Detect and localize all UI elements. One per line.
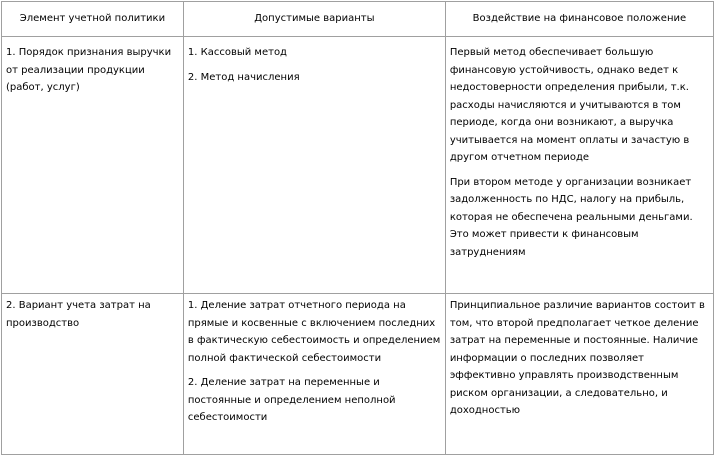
row2-variant-1: 1. Деление затрат отчетного периода на прямые и косвенные с включением последних в фактическую себестоимость и определением полной фактической себестоимости [187, 300, 441, 364]
header-element: Элемент учетной политики [2, 2, 184, 37]
row1-element-cell [2, 37, 184, 294]
row2-element-text: 2. Вариант учета затрат на производство [6, 300, 151, 329]
table-row [2, 294, 714, 455]
row1-variant-2: 2. Метод начисления [187, 71, 300, 83]
row1-impact-1: Первый метод обеспечивает большую финансовую устойчивость, однако ведет к недостоверности определения прибыли, т.к. расходы начисляются и учитываются в том периоде, когда они возникают, а выручка учитывается на момент оплаты и зачастую в другом отчетном периоде [449, 47, 690, 163]
row2-impact-1: Принципиальное различие вариантов состоит в том, что второй предполагает четкое деление затрат на переменные и постоянные. Наличие информации о последних позволяет эффективно управлять производственным риском организации, а следовательно, и доходностью [449, 300, 705, 416]
row2-variant-2: 2. Деление затрат на переменные и постоянные и определением неполной себестоимости [187, 377, 396, 423]
table-row [2, 37, 714, 294]
row2-variants-cell [183, 294, 445, 455]
row1-impact-cell [445, 37, 713, 294]
row1-variants-cell [183, 37, 445, 294]
row2-impact-cell [445, 294, 713, 455]
row1-variant-1: 1. Кассовый метод [187, 47, 287, 58]
header-row [2, 2, 714, 37]
row1-impact-2: При втором методе у организации возникает задолженность по НДС, налогу на прибыль, которая не обеспечена реальными деньгами. Это может привести к финансовым затруднениям [449, 176, 693, 258]
header-variants: Допустимые варианты [183, 2, 445, 37]
accounting-policy-table [1, 1, 714, 455]
row2-element-cell [2, 294, 184, 455]
row1-element-text: 1. Порядок признания выручки от реализации продукции (работ, услуг) [6, 47, 172, 93]
header-impact: Воздействие на финансовое положение [445, 2, 713, 37]
